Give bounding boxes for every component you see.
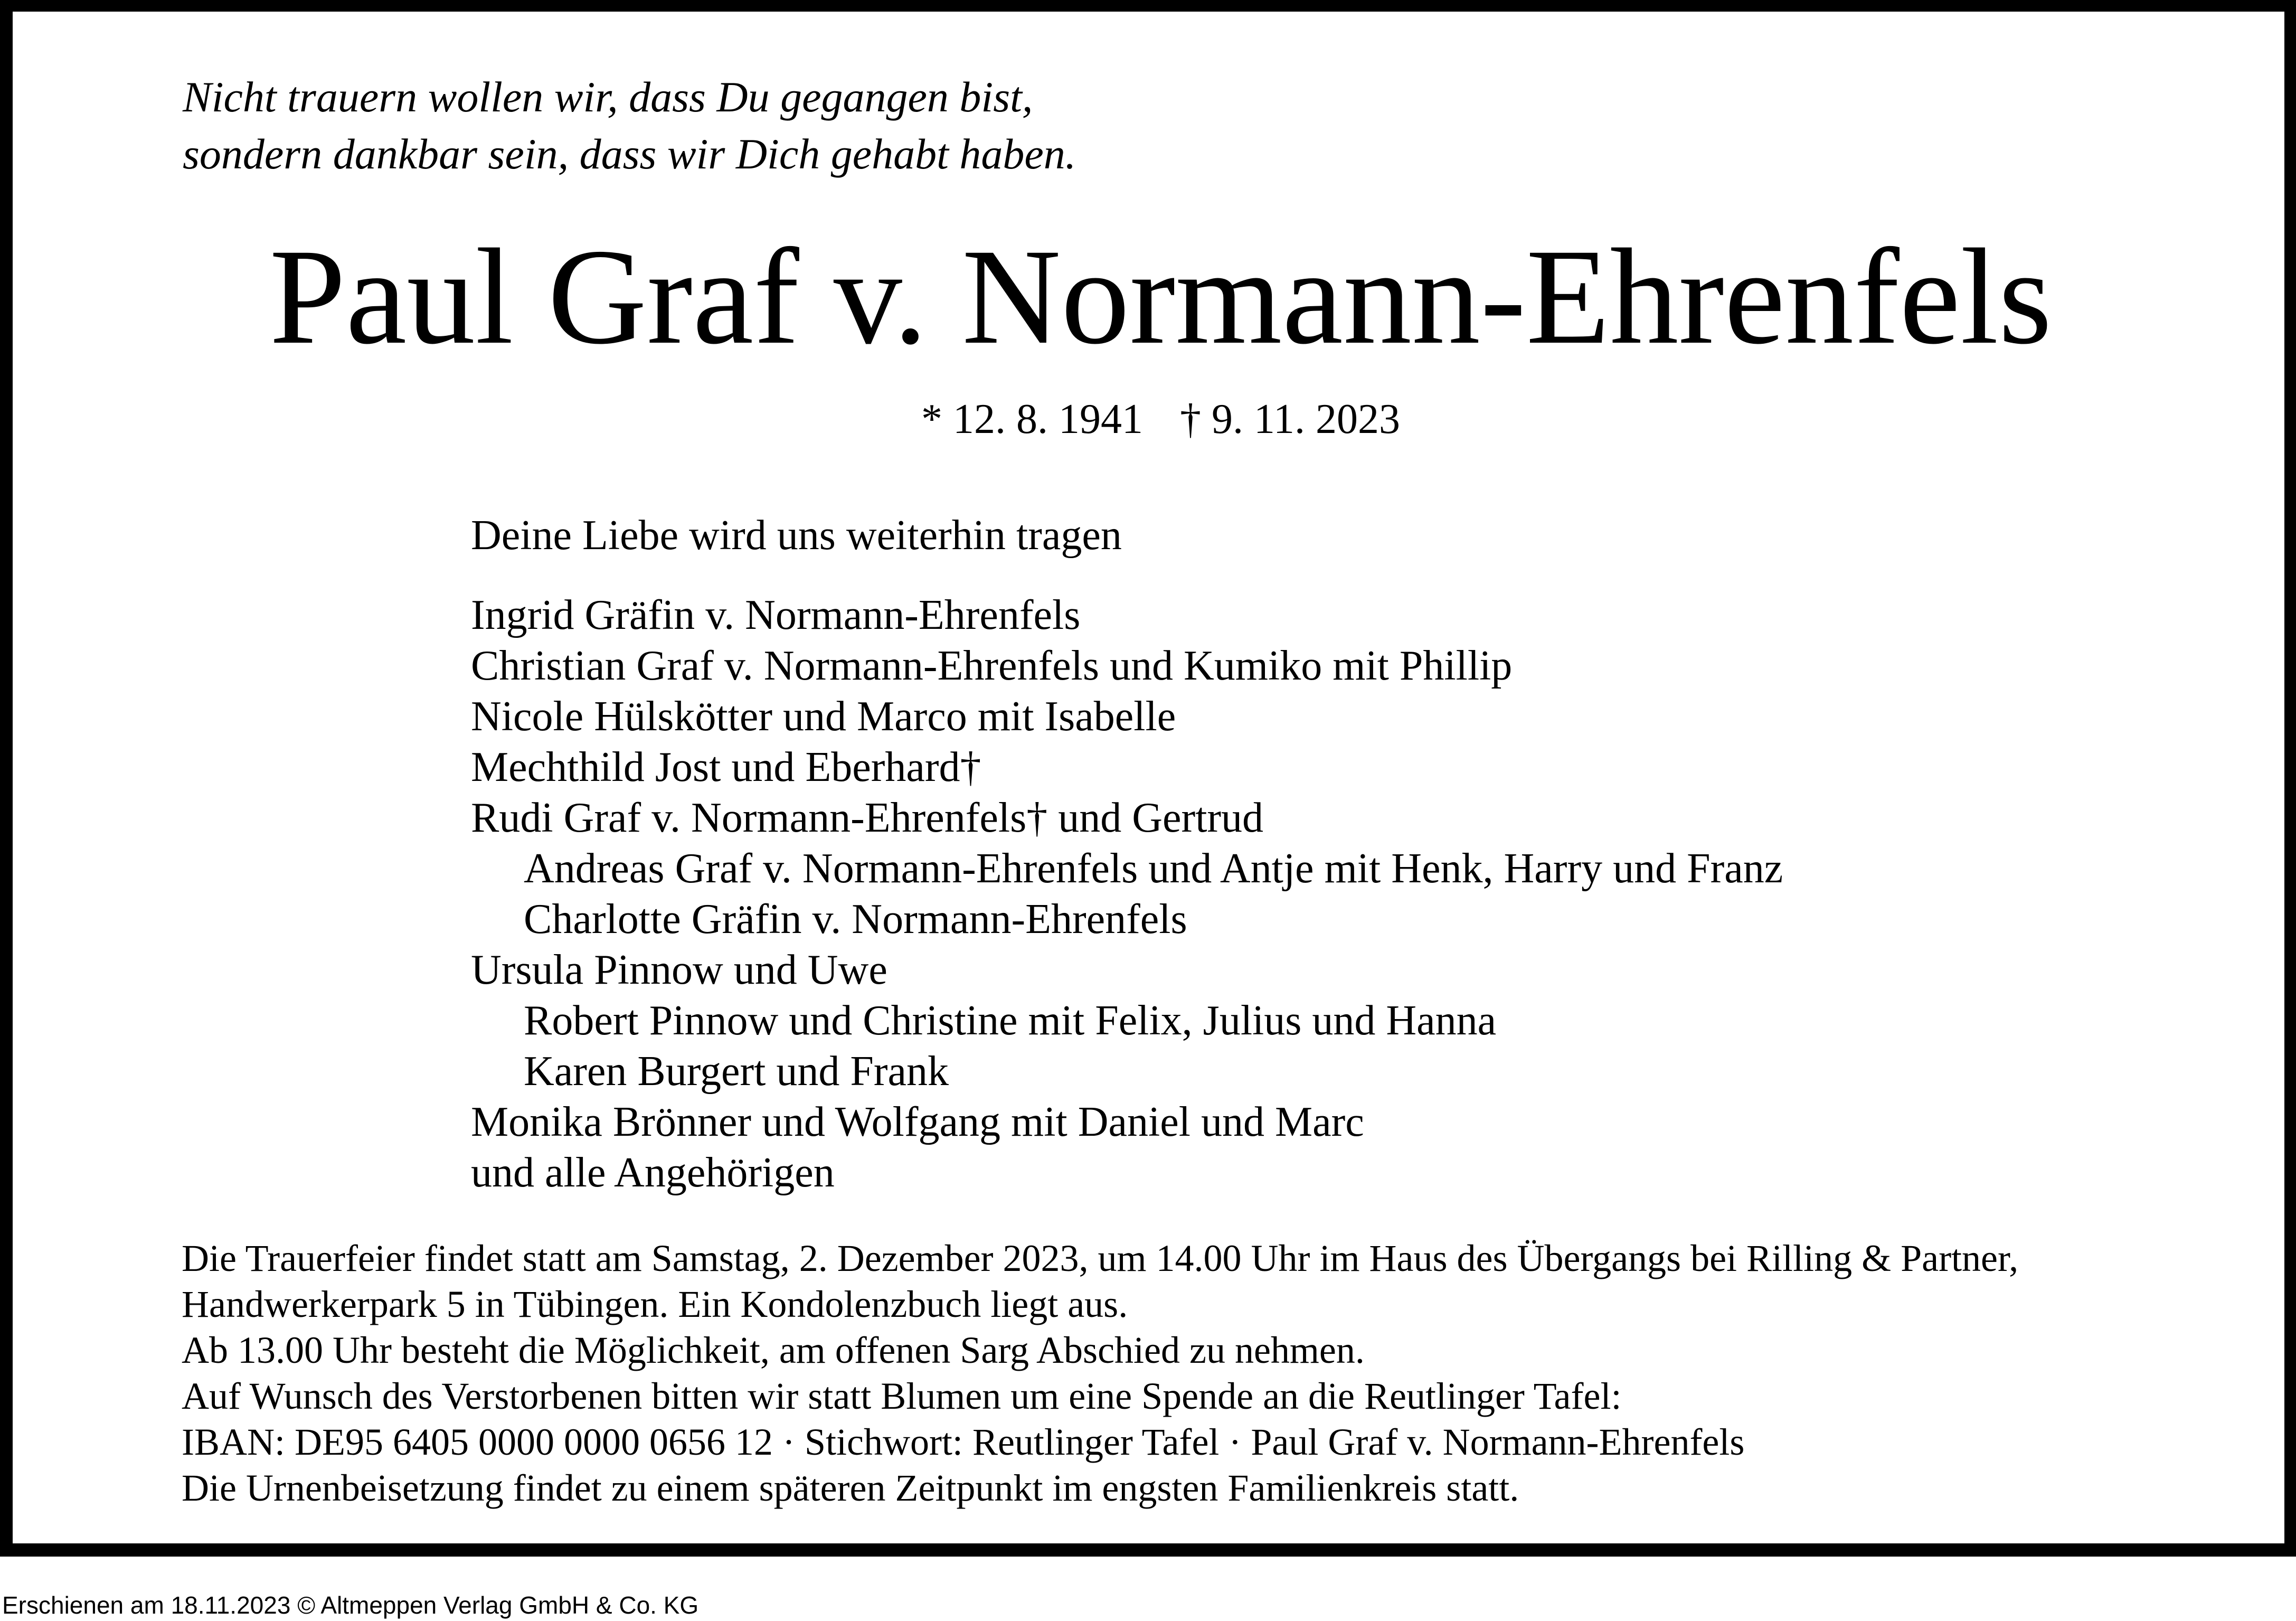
mourner-line: Ursula Pinnow und Uwe bbox=[471, 947, 887, 993]
mourner-line: Ingrid Gräfin v. Normann-Ehrenfels bbox=[471, 592, 1081, 638]
details-line: Handwerkerpark 5 in Tübingen. Ein Kondolenzbuch liegt aus. bbox=[182, 1283, 1128, 1325]
funeral-details bbox=[182, 1236, 2018, 1511]
motto-line: Nicht trauern wollen wir, dass Du gegangen bist, bbox=[183, 73, 1033, 121]
birth-date: * 12. 8. 1941 bbox=[921, 396, 1143, 442]
tagline: Deine Liebe wird uns weiterhin tragen bbox=[471, 512, 1122, 559]
life-dates bbox=[13, 393, 2296, 446]
mourner-line: Mechthild Jost und Eberhard† bbox=[471, 744, 981, 790]
mourner-line-indented: Andreas Graf v. Normann-Ehrenfels und Antje mit Henk, Harry und Franz bbox=[524, 845, 1783, 892]
publication-footer: Erschienen am 18.11.2023 © Altmeppen Verlag GmbH & Co. KG bbox=[2, 1591, 699, 1619]
details-line: Die Trauerfeier findet statt am Samstag, 2. Dezember 2023, um 14.00 Uhr im Haus des Übergangs bei Rilling & Partner, bbox=[182, 1237, 2019, 1279]
death-date: † 9. 11. 2023 bbox=[1179, 396, 1401, 442]
mourner-line: Christian Graf v. Normann-Ehrenfels und Kumiko mit Phillip bbox=[471, 643, 1513, 689]
mourner-line-indented: Karen Burgert und Frank bbox=[524, 1048, 949, 1095]
motto-line: sondern dankbar sein, dass wir Dich gehabt haben. bbox=[183, 130, 1076, 178]
details-line: Auf Wunsch des Verstorbenen bitten wir statt Blumen um eine Spende an die Reutlinger Tafel: bbox=[182, 1375, 1622, 1417]
details-line: IBAN: DE95 6405 0000 0000 0656 12 · Stichwort: Reutlinger Tafel · Paul Graf v. Normann-Ehrenfels bbox=[182, 1421, 1745, 1463]
motto-quote bbox=[183, 69, 1076, 183]
mourner-line: und alle Angehörigen bbox=[471, 1149, 835, 1196]
deceased-name: Paul Graf v. Normann-Ehrenfels bbox=[269, 221, 2052, 373]
mourner-line-indented: Robert Pinnow und Christine mit Felix, Julius und Hanna bbox=[524, 997, 1497, 1044]
mourner-line-indented: Charlotte Gräfin v. Normann-Ehrenfels bbox=[524, 896, 1187, 943]
mourner-line: Nicole Hülskötter und Marco mit Isabelle bbox=[471, 693, 1176, 740]
details-line: Die Urnenbeisetzung findet zu einem späteren Zeitpunkt im engsten Familienkreis statt. bbox=[182, 1467, 1519, 1509]
mourner-line: Monika Brönner und Wolfgang mit Daniel und Marc bbox=[471, 1099, 1364, 1145]
details-line: Ab 13.00 Uhr besteht die Möglichkeit, am offenen Sarg Abschied zu nehmen. bbox=[182, 1329, 1365, 1371]
mourner-line: Rudi Graf v. Normann-Ehrenfels† und Gertrud bbox=[471, 795, 1264, 841]
mourners-list bbox=[471, 590, 1783, 1198]
